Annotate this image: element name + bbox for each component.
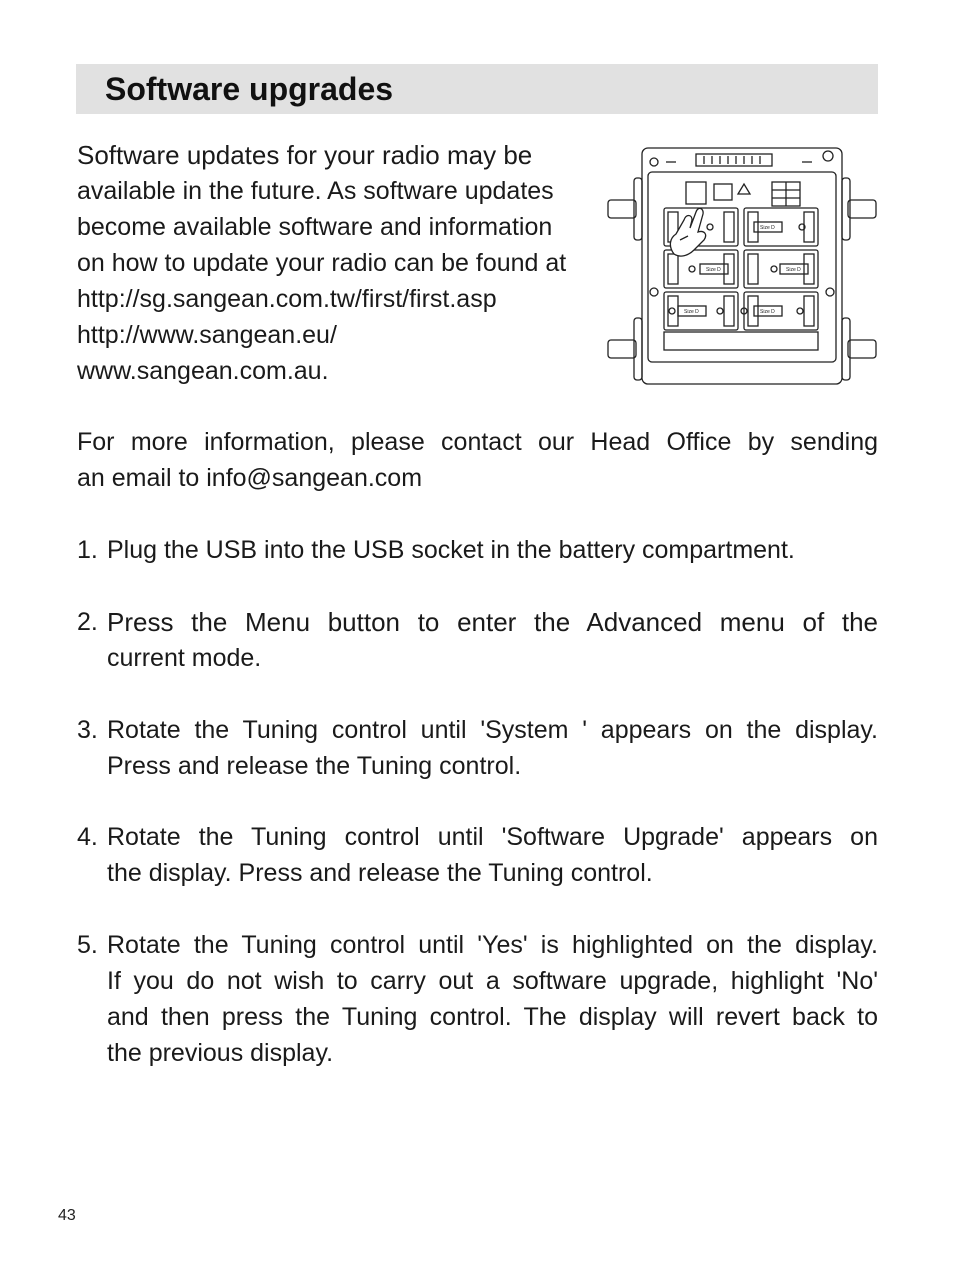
step-line: Rotate the Tuning control until 'Yes' is highlighted on the display. (107, 931, 878, 959)
step-line: and then press the Tuning control. The display will revert back to (107, 1003, 878, 1031)
step-line: Plug the USB into the USB socket in the battery compartment. (107, 536, 795, 564)
step-line: If you do not wish to carry out a software upgrade, highlight 'No' (107, 967, 878, 995)
step-number: 2. (77, 608, 98, 636)
battery-label: Size D (786, 267, 801, 273)
step-text (107, 604, 878, 676)
intro-url-au: www.sangean.com.au. (77, 357, 329, 385)
intro-line: available in the future. As software updates (77, 177, 554, 205)
battery-compartment-illustration (604, 142, 880, 386)
battery-label: Size D (760, 309, 775, 315)
step-line: the display. Press and release the Tuning control. (107, 859, 653, 887)
step-number: 5. (77, 931, 98, 959)
intro-line: become available software and information (77, 213, 553, 241)
intro-paragraph (77, 137, 597, 389)
intro-line: on how to update your radio can be found at (77, 249, 567, 277)
intro-url-eu: http://www.sangean.eu/ (77, 321, 337, 349)
intro-url-sg: http://sg.sangean.com.tw/first/first.asp (77, 285, 497, 313)
section-heading-bar (76, 64, 878, 114)
step-line: the previous display. (107, 1039, 334, 1067)
step-line: Press and release the Tuning control. (107, 752, 522, 780)
step-text (107, 712, 878, 784)
step-line: current mode. (107, 644, 262, 672)
step-line: Rotate the Tuning control until 'System ' appears on the display. (107, 716, 878, 744)
step-number: 4. (77, 823, 98, 851)
step-text (107, 927, 878, 1071)
step-line: Press the Menu button to enter the Advanced menu of the (107, 607, 878, 637)
step-text (107, 819, 878, 891)
battery-label: Size D (760, 225, 775, 231)
contact-line: For more information, please contact our Head Office by sending (77, 428, 878, 456)
page-title: Software upgrades (105, 71, 394, 107)
step-number: 1. (77, 536, 98, 564)
battery-label: Size D (706, 267, 721, 273)
step-number: 3. (77, 716, 98, 744)
step-text (107, 532, 878, 568)
step-line: Rotate the Tuning control until 'Software Upgrade' appears on (107, 823, 878, 851)
contact-email-line: an email to info@sangean.com (77, 464, 423, 492)
intro-line: Software updates for your radio may be (77, 140, 533, 170)
page-number: 43 (58, 1207, 76, 1224)
battery-label: Size D (684, 309, 699, 315)
contact-paragraph (77, 424, 878, 496)
